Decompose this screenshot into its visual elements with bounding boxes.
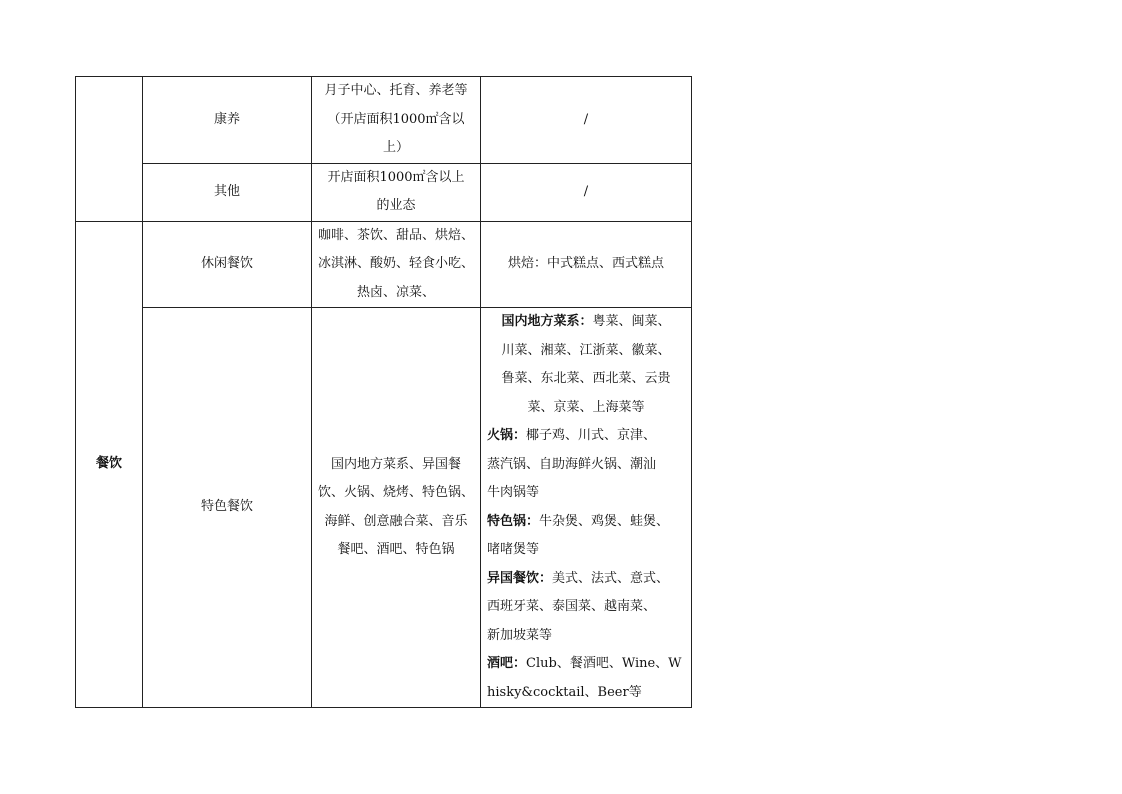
detail-cell: /	[481, 77, 692, 164]
detail-cell: 烘焙：中式糕点、西式糕点	[481, 221, 692, 308]
detail-line	[487, 422, 685, 451]
scope-line: （开店面积1000㎡含以	[327, 111, 465, 127]
scope-line: 咖啡、茶饮、甜品、烘焙、	[318, 227, 475, 243]
detail-line	[487, 308, 685, 337]
subtype-cell: 其他	[143, 163, 312, 221]
subtype-cell: 休闲餐饮	[143, 221, 312, 308]
category-cell-continued	[76, 77, 143, 222]
scope-line: 海鲜、创意融合菜、音乐	[324, 513, 468, 529]
detail-line	[487, 508, 685, 537]
detail-line: 川菜、湘菜、江浙菜、徽菜、	[501, 342, 671, 358]
scope-line: 餐吧、酒吧、特色锅	[337, 542, 455, 557]
scope-line: 热卤、凉菜、	[356, 284, 435, 300]
detail-line: 牛肉锅等	[487, 485, 540, 500]
detail-label: 特色锅：	[487, 513, 540, 529]
table-row-specialty-dining	[76, 308, 692, 708]
detail-line: 啫啫煲等	[487, 542, 540, 557]
table-row-leisure-dining	[76, 221, 692, 308]
detail-line	[487, 650, 685, 679]
scope-line: 开店面积1000㎡含以上	[327, 169, 465, 185]
scope-cell	[312, 221, 481, 308]
subtype-cell: 康养	[143, 77, 312, 164]
detail-text: 粤菜、闽菜、	[592, 314, 671, 329]
subtype-cell: 特色餐饮	[143, 308, 312, 708]
business-category-table	[75, 76, 692, 708]
scope-line: 月子中心、托育、养老等	[324, 83, 468, 98]
detail-line: 鲁菜、东北菜、西北菜、云贵	[501, 371, 671, 386]
detail-line	[487, 565, 685, 594]
scope-cell	[312, 77, 481, 164]
detail-label: 国内地方菜系：	[501, 314, 593, 329]
detail-label: 酒吧：	[487, 656, 527, 671]
detail-label: 异国餐饮：	[487, 570, 553, 586]
detail-line: 菜、京菜、上海菜等	[527, 399, 645, 415]
scope-line: 冰淇淋、酸奶、轻食小吃、	[318, 256, 475, 271]
category-cell-catering: 餐饮	[76, 221, 143, 708]
detail-line: 新加坡菜等	[487, 627, 553, 643]
scope-line: 国内地方菜系、异国餐	[330, 456, 461, 472]
detail-text: Club、餐酒吧、Wine、W	[526, 656, 682, 671]
detail-cell: /	[481, 163, 692, 221]
detail-text: 牛杂煲、鸡煲、蛙煲、	[539, 513, 670, 529]
detail-label: 火锅：	[487, 428, 527, 443]
detail-line: 西班牙菜、泰国菜、越南菜、	[487, 599, 657, 614]
detail-line: hisky&cocktail、Beer等	[487, 684, 642, 700]
scope-line: 饮、火锅、烧烤、特色锅、	[318, 485, 475, 500]
detail-cell	[481, 308, 692, 708]
detail-text: 椰子鸡、川式、京津、	[526, 428, 657, 443]
table-row-kangyang	[76, 77, 692, 164]
scope-cell	[312, 308, 481, 708]
table-row-other	[76, 163, 692, 221]
scope-line: 上）	[382, 140, 409, 155]
scope-line: 的业态	[376, 198, 416, 213]
detail-line: 蒸汽锅、自助海鲜火锅、潮汕	[487, 456, 657, 472]
detail-text: 美式、法式、意式、	[552, 570, 670, 586]
scope-cell	[312, 163, 481, 221]
